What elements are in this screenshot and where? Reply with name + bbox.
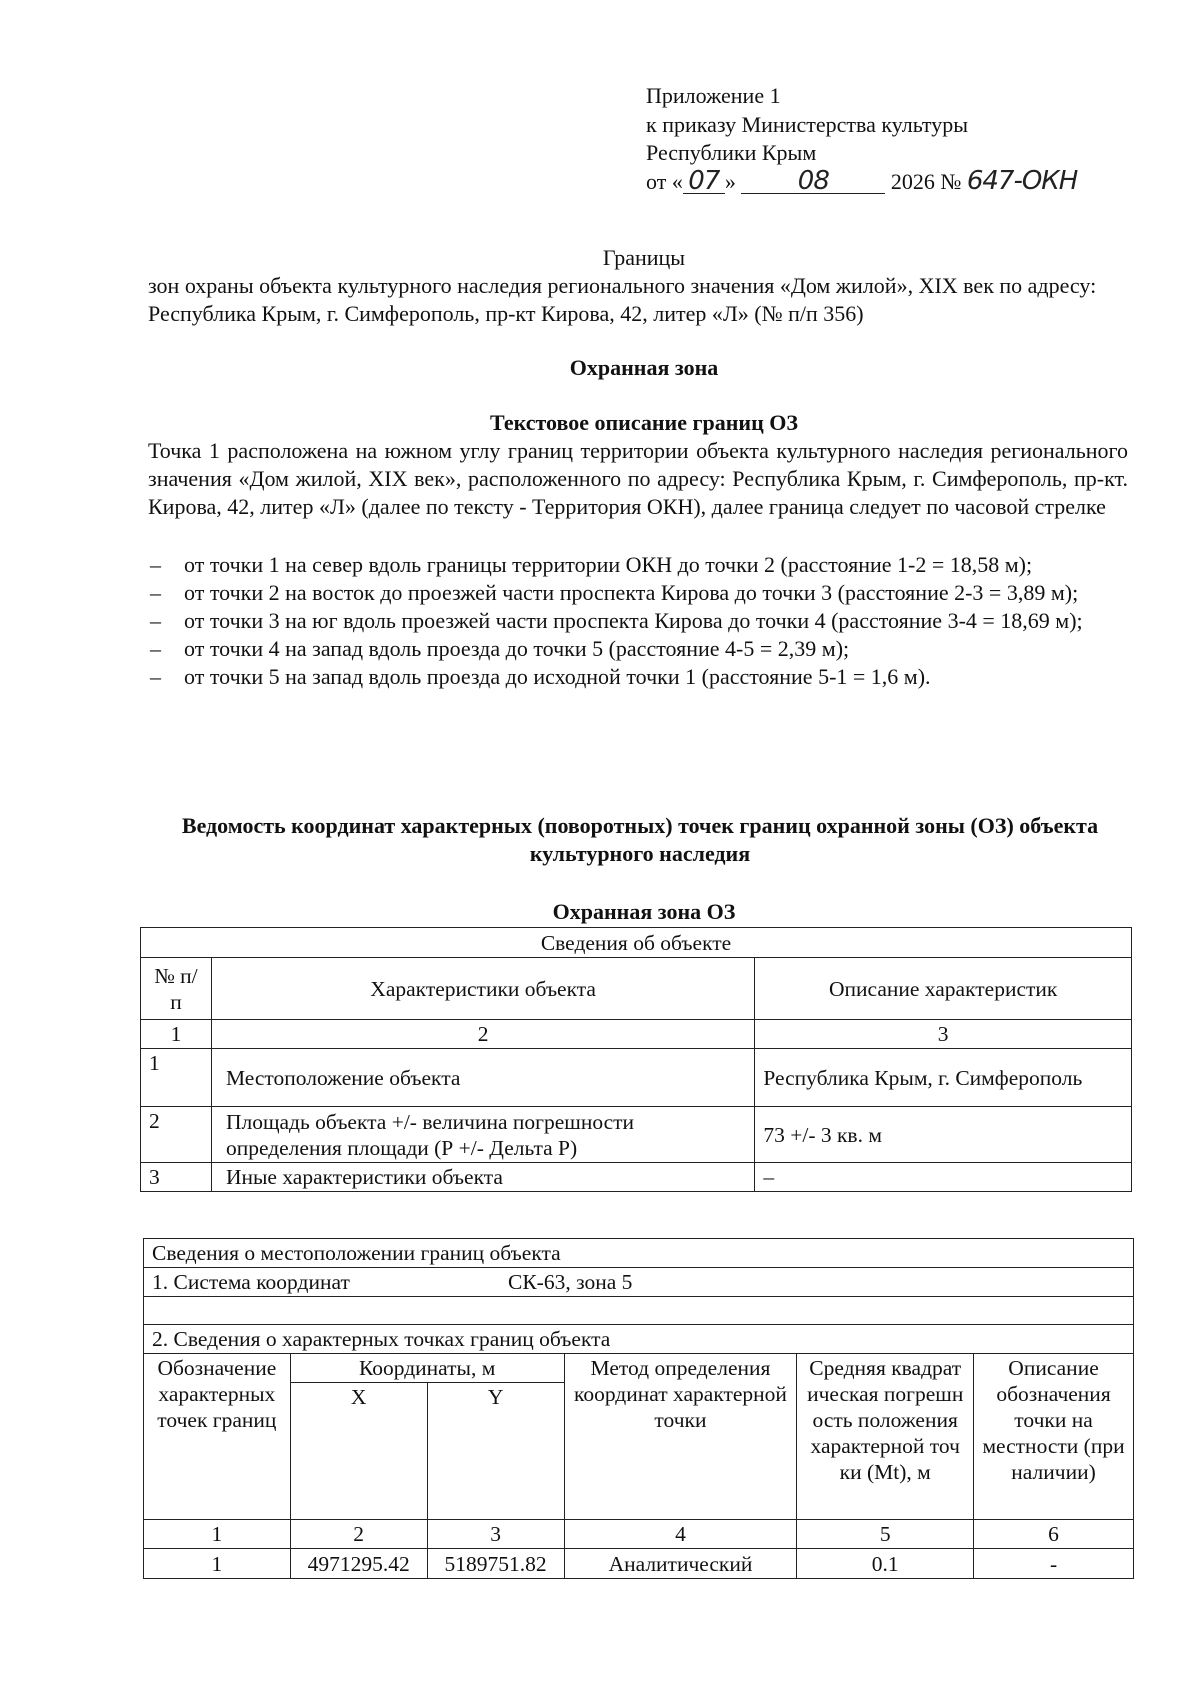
boundary-list bbox=[148, 551, 1130, 691]
column-header: Обозначение характерных точек границ bbox=[144, 1354, 291, 1520]
list-item: – от точки 2 на восток до проезжей части проспекта Кирова до точки 3 (расстояние 2-3 = 3,89 м); bbox=[150, 580, 1079, 605]
table-row bbox=[141, 1163, 1132, 1192]
date-prefix: от « bbox=[646, 168, 683, 194]
intro-paragraph: Точка 1 расположена на южном углу границ территории объекта культурного наследия регионального значения «Дом жилой, XIX век», расположенного по адресу: Республика Крым, г. Симферополь, пр-кт. Кирова, 42, литер «Л» (далее по тексту - Территория ОКН), далее граница следует по часовой стрелке bbox=[148, 438, 1128, 519]
order-day: 07 bbox=[683, 169, 725, 194]
document-subtitle: зон охраны объекта культурного наследия регионального значения «Дом жилой», XIX век по адресу: Республика Крым, г. Симферополь, пр-кт Кирова, 42, литер «Л» (№ п/п 356) bbox=[148, 273, 1097, 326]
coord-system-row bbox=[144, 1268, 1134, 1297]
list-item: – от точки 4 на запад вдоль проезда до точки 5 (расстояние 4-5 = 2,39 м); bbox=[150, 636, 850, 661]
point-id: 1 bbox=[144, 1549, 291, 1579]
text-description-heading: Текстовое описание границ ОЗ bbox=[490, 410, 798, 435]
column-header-y: Y bbox=[427, 1383, 564, 1520]
column-number: 1 bbox=[141, 1020, 212, 1049]
column-header: Средняя квадратическая погрешность положения характерной точки (Mt), м bbox=[797, 1354, 974, 1520]
column-number: 2 bbox=[211, 1020, 754, 1049]
order-number: 647-ОКН bbox=[966, 165, 1078, 196]
column-header: Описание обозначения точки на местности (при наличии) bbox=[974, 1354, 1134, 1520]
appendix-header bbox=[646, 82, 1126, 196]
row-number: 3 bbox=[141, 1163, 212, 1192]
row-value: – bbox=[755, 1163, 1132, 1192]
point-mt: 0.1 bbox=[797, 1549, 974, 1579]
column-number: 4 bbox=[564, 1520, 797, 1549]
points-section-label: 2. Сведения о характерных точках границ объекта bbox=[144, 1325, 1134, 1354]
column-header-x: X bbox=[290, 1383, 427, 1520]
row-number: 1 bbox=[141, 1049, 212, 1107]
date-mid: » bbox=[724, 168, 736, 194]
column-number: 2 bbox=[290, 1520, 427, 1549]
oz-heading: Охранная зона ОЗ bbox=[552, 899, 736, 924]
point-x: 4971295.42 bbox=[290, 1549, 427, 1579]
order-ministry-line: к приказу Министерства культуры bbox=[646, 111, 969, 137]
row-value: Республика Крым, г. Симферополь bbox=[755, 1049, 1132, 1107]
zone-heading: Охранная зона bbox=[569, 355, 719, 380]
row-name: Иные характеристики объекта bbox=[211, 1163, 754, 1192]
order-month: 08 bbox=[741, 169, 885, 194]
row-name: Площадь объекта +/- величина погрешности определения площади (Р +/- Дельта Р) bbox=[211, 1107, 754, 1163]
table-row bbox=[141, 1049, 1132, 1107]
column-header: Координаты, м bbox=[290, 1354, 564, 1383]
appendix-label: Приложение 1 bbox=[646, 83, 781, 108]
order-year-no: 2026 № bbox=[890, 168, 962, 194]
order-date-line bbox=[646, 165, 1126, 197]
coord-system-label: 1. Система координат bbox=[152, 1270, 350, 1294]
order-republic-line: Республики Крым bbox=[646, 140, 817, 165]
column-number: 1 bbox=[144, 1520, 291, 1549]
column-header: Характеристики объекта bbox=[211, 958, 754, 1020]
column-number: 3 bbox=[427, 1520, 564, 1549]
row-name: Местоположение объекта bbox=[211, 1049, 754, 1107]
column-number: 3 bbox=[755, 1020, 1132, 1049]
point-description: - bbox=[974, 1549, 1134, 1579]
column-header: Описание характеристик bbox=[755, 958, 1132, 1020]
list-item: – от точки 5 на запад вдоль проезда до исходной точки 1 (расстояние 5-1 = 1,6 м). bbox=[150, 664, 931, 689]
vedomost-heading: Ведомость координат характерных (поворотных) точек границ охранной зоны (ОЗ) объекта культурного наследия bbox=[181, 813, 1099, 866]
boundary-points-table bbox=[143, 1238, 1134, 1579]
object-info-table bbox=[140, 927, 1132, 1192]
table-row bbox=[141, 1107, 1132, 1163]
row-value: 73 +/- 3 кв. м bbox=[755, 1107, 1132, 1163]
table-caption: Сведения об объекте bbox=[141, 928, 1132, 958]
empty-row bbox=[144, 1297, 1134, 1325]
column-header: № п/п bbox=[141, 958, 212, 1020]
list-item: – от точки 1 на север вдоль границы территории ОКН до точки 2 (расстояние 1-2 = 18,58 м); bbox=[150, 552, 1033, 577]
column-number: 5 bbox=[797, 1520, 974, 1549]
point-y: 5189751.82 bbox=[427, 1549, 564, 1579]
row-number: 2 bbox=[141, 1107, 212, 1163]
point-method: Аналитический bbox=[564, 1549, 797, 1579]
column-header: Метод определения координат характерной точки bbox=[564, 1354, 797, 1520]
document-title: Границы bbox=[602, 245, 686, 270]
table-row bbox=[144, 1549, 1134, 1579]
column-number: 6 bbox=[974, 1520, 1134, 1549]
list-item: – от точки 3 на юг вдоль проезжей части проспекта Кирова до точки 4 (расстояние 3-4 = 18,69 м); bbox=[150, 608, 1083, 633]
table-caption: Сведения о местоположении границ объекта bbox=[144, 1239, 1134, 1268]
coord-system-value: СК-63, зона 5 bbox=[508, 1270, 633, 1294]
